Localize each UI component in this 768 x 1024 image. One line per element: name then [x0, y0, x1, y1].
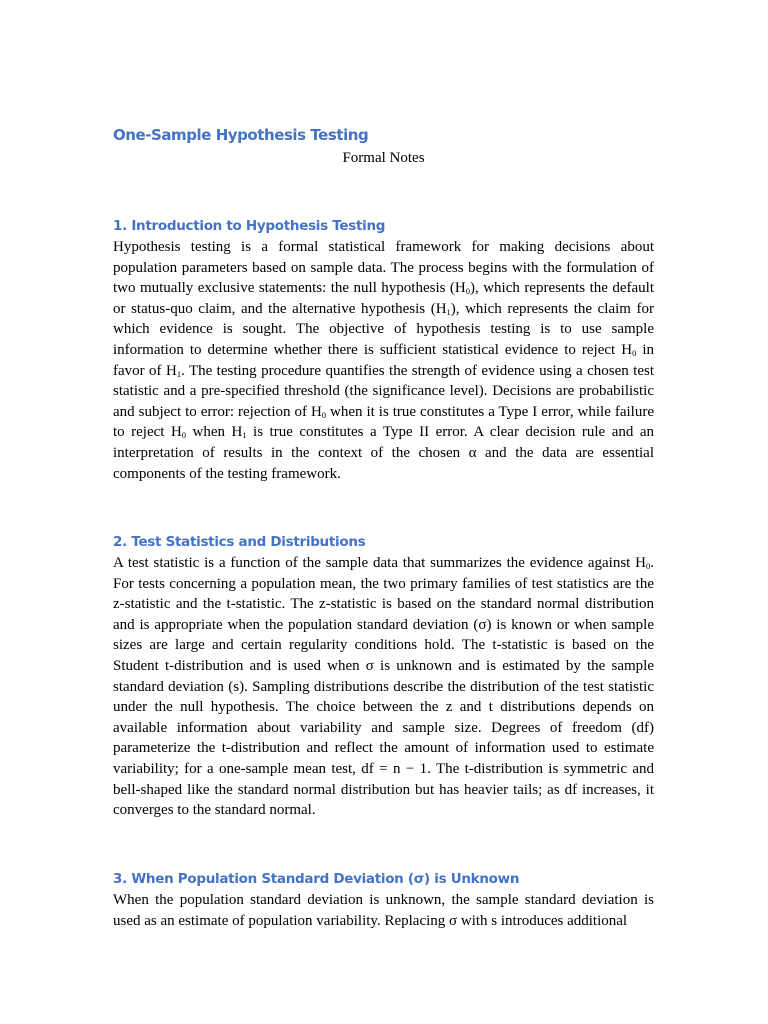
section-heading: 1. Introduction to Hypothesis Testing	[113, 218, 386, 234]
section-paragraph: A test statistic is a function of the sample data that summarizes the evidence against $H_0$. For tests concerning a population mean, the two primary families of test statistics are the z-statistic and the t-statistic. The z-statistic is based on the standard normal distribution and is appropriate when the population standard deviation (σ) is known or when sample sizes are large and certain regularity conditions hold. The t-statistic is based on the Student t-distribution and is used when σ is unknown and is estimated by the sample standard deviation (s). Sampling distributions describe the distribution of the test statistic under the null hypothesis. The choice between the z and t distributions depends on available information about variability and sample size. Degrees of freedom (df) parameterize the t-distribution and reflect the amount of information used to estimate variability; for a one-sample mean test, df = n − 1. The t-distribution is symmetric and bell-shaped like the standard normal distribution but has heavier tails; as df increases, it converges to the standard normal.	[113, 555, 654, 819]
section-introduction	[113, 215, 654, 484]
document-subtitle: Formal Notes	[342, 150, 425, 166]
section-paragraph: Hypothesis testing is a formal statistical framework for making decisions about population parameters based on sample data. The process begins with the formulation of two mutually exclusive statements: the null hypothesis $(H_0)$, which represents the default or status-quo claim, and the alternative hypothesis $(H_1)$, which represents the claim for which evidence is sought. The objective of hypothesis testing is to use sample information to determine whether there is sufficient statistical evidence to reject $H_0$ in favor of $H_1$. The testing procedure quantifies the strength of evidence using a chosen test statistic and a pre-specified threshold (the significance level). Decisions are probabilistic and subject to error: rejection of $H_0$ when it is true constitutes a Type I error, while failure to reject $H_0$ when $H_1$ is true constitutes a Type II error. A clear decision rule and an interpretation of results in the context of the chosen α and the data are essential components of the testing framework.	[113, 239, 655, 482]
section-heading: 3. When Population Standard Deviation (σ) is Unknown	[113, 871, 520, 887]
document-title: One-Sample Hypothesis Testing	[113, 126, 369, 144]
section-unknown-sigma	[113, 868, 654, 931]
section-paragraph: When the population standard deviation is unknown, the sample standard deviation is used as an estimate of population variability. Replacing σ with s introduces additional	[113, 892, 654, 929]
section-test-statistics	[113, 531, 654, 821]
section-heading: 2. Test Statistics and Distributions	[113, 534, 366, 550]
